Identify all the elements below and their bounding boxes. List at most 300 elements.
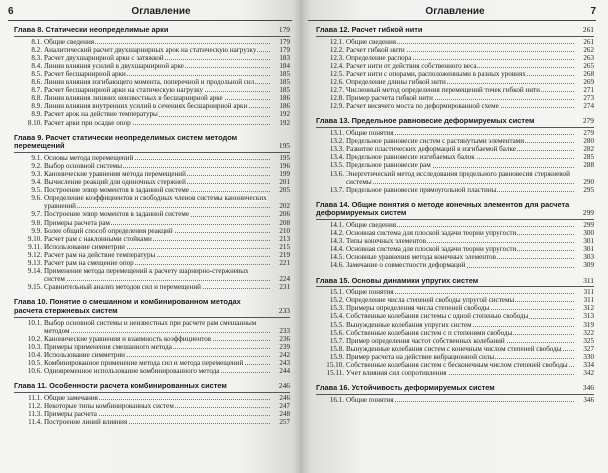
section-page-number: 261: [583, 37, 594, 46]
chapter-page-number: 179: [278, 25, 290, 34]
section-page-number: 282: [583, 145, 594, 154]
section-number: 10.5.: [27, 359, 42, 368]
section-number: 9.9.: [31, 226, 42, 235]
section-title: Расчет бесшарнирной арки на статическую нагрузку: [44, 86, 204, 95]
section-page-number: 195: [279, 153, 290, 162]
section-title: Собственные колебания систем с п степенями свободы: [346, 328, 513, 337]
table-of-contents: [316, 26, 594, 411]
section-number: 9.3.: [31, 170, 42, 178]
toc-entry[interactable]: [14, 194, 290, 210]
section-number: 14.3.: [329, 237, 344, 246]
section-title: Определение числа степеней свободы упругой системы: [346, 296, 515, 305]
section-title: Построение эпюр моментов в заданной системе: [44, 186, 190, 195]
chapter-heading[interactable]: [316, 384, 594, 395]
toc-entry[interactable]: [14, 170, 290, 178]
section-page-number: 185: [279, 86, 290, 95]
section-number: 13.1.: [329, 129, 344, 138]
section-number: 12.5.: [329, 69, 344, 78]
header-rule: [308, 20, 596, 21]
section-page-number: 246: [279, 393, 290, 402]
section-page-number: 206: [279, 210, 290, 219]
toc-entry[interactable]: [14, 418, 290, 426]
toc-entry[interactable]: [316, 94, 594, 102]
section-number: 9.13.: [27, 259, 42, 268]
section-title: Линии влияния усилий в двухшарнирной арке: [44, 61, 184, 70]
section-title: Основные уравнения метода конечных элементов: [346, 253, 496, 262]
chapter-title: Глава 9. Расчет статически неопределимых систем методом перемещений: [14, 132, 238, 151]
chapter-heading[interactable]: [14, 382, 290, 393]
section-page-number: 236: [279, 334, 290, 343]
section-number: 8.10.: [27, 118, 42, 127]
toc-entry[interactable]: [14, 102, 290, 110]
section-title: Канонические уравнения метода перемещений: [44, 170, 186, 178]
section-page-number: 219: [279, 250, 290, 259]
section-title: Пример расчета гибкой нити: [346, 94, 433, 103]
chapter-title: Глава 16. Устойчивость деформируемых систем: [316, 383, 495, 393]
section-page-number: 322: [583, 328, 594, 337]
toc-entry[interactable]: [316, 145, 594, 153]
section-number: 13.2.: [329, 137, 344, 146]
section-title: Типы конечных элементов: [346, 237, 427, 246]
section-page-number: 243: [279, 359, 290, 368]
section-title: Расчет гибкой нити: [346, 45, 405, 54]
section-page-number: 325: [583, 336, 594, 345]
toc-entry[interactable]: [14, 86, 290, 94]
toc-entry[interactable]: [316, 62, 594, 70]
toc-entry[interactable]: [316, 170, 594, 186]
section-page-number: 224: [279, 275, 290, 284]
toc-entry[interactable]: [316, 137, 594, 145]
right-page: [302, 0, 608, 473]
section-title: Примеры расчета: [44, 410, 97, 419]
section-page-number: 231: [279, 283, 290, 292]
section-page-number: 179: [279, 37, 290, 46]
section-title: Сравнительный анализ методов сил и перемещений: [44, 283, 201, 292]
section-title: Применение метода перемещений к расчету шарнирно-стержневых систем: [44, 267, 249, 284]
toc-entry[interactable]: [316, 261, 594, 269]
section-page-number: 210: [279, 226, 290, 235]
toc-entry[interactable]: [316, 237, 594, 245]
section-page-number: 244: [279, 367, 290, 376]
section-number: 8.3.: [31, 53, 42, 62]
section-page-number: 280: [583, 137, 594, 146]
section-number: 15.4.: [329, 312, 344, 321]
toc-entry[interactable]: [316, 345, 594, 353]
section-title: Вычисление реакций для одиночных стержней: [44, 178, 186, 187]
section-title: Комбинированное применение метода сил и метода перемещений: [44, 359, 244, 368]
section-page-number: 274: [583, 102, 594, 111]
section-number: 8.9.: [31, 110, 42, 119]
toc-entry[interactable]: [14, 235, 290, 243]
section-page-number: 295: [583, 185, 594, 194]
section-page-number: 312: [583, 304, 594, 313]
section-number: 8.1.: [31, 37, 42, 46]
section-page-number: 202: [279, 202, 290, 211]
section-title: Основы метода перемещений: [44, 153, 134, 162]
section-title: Предельное равновесие изгибаемых балок: [346, 153, 475, 162]
section-page-number: 346: [583, 395, 594, 404]
chapter-title: Глава 15. Основы динамики упругих систем: [316, 275, 479, 285]
toc-entry[interactable]: [14, 62, 290, 70]
toc-entry[interactable]: [14, 335, 290, 343]
toc-entry[interactable]: [14, 110, 290, 118]
toc-chapter: [14, 382, 290, 426]
section-page-number: 311: [583, 296, 594, 305]
section-page-number: 205: [279, 186, 290, 195]
chapter-heading[interactable]: [14, 26, 290, 37]
section-page-number: 183: [279, 53, 290, 62]
toc-entry[interactable]: [316, 369, 594, 377]
section-number: 15.6.: [329, 328, 344, 337]
toc-entry[interactable]: [316, 46, 594, 54]
toc-chapter: [14, 298, 290, 375]
toc-entry[interactable]: [14, 70, 290, 78]
section-number: 11.4.: [28, 418, 42, 427]
chapter-title: Глава 14. Общие понятия о методе конечных элементов для расчета деформируемых систем: [316, 199, 570, 218]
section-page-number: 248: [279, 410, 290, 419]
toc-entry[interactable]: [14, 367, 290, 375]
section-number: 16.1.: [329, 395, 344, 404]
toc-entry[interactable]: [14, 94, 290, 102]
section-page-number: 196: [279, 161, 290, 170]
section-number: 14.5.: [329, 253, 344, 262]
section-number: 15.10.: [326, 360, 344, 369]
section-title: Примеры определения числа степеней свободы: [346, 304, 490, 313]
section-number: 14.2.: [329, 229, 344, 238]
toc-entry[interactable]: [316, 221, 594, 229]
section-number: 8.6.: [31, 78, 42, 87]
section-title: Численный метод определения перемещений точек гибкой нити: [346, 86, 540, 95]
section-page-number: 299: [583, 220, 594, 229]
section-number: 15.3.: [329, 304, 344, 313]
section-title: Общие сведения: [44, 37, 95, 46]
section-page-number: 301: [583, 245, 594, 254]
toc-entry[interactable]: [14, 251, 290, 259]
toc-chapter: [316, 117, 594, 193]
section-title: Использование симметрии: [44, 242, 125, 251]
toc-entry[interactable]: [14, 119, 290, 127]
section-title: Собственные колебания систем с бесконечным числом степеней свободы: [346, 360, 568, 369]
toc-entry[interactable]: [316, 361, 594, 369]
toc-entry[interactable]: [14, 410, 290, 418]
section-number: 15.1.: [329, 288, 344, 297]
chapter-heading[interactable]: [316, 277, 594, 288]
chapter-title: Глава 12. Расчет гибкой нити: [316, 25, 423, 34]
section-number: 13.4.: [329, 153, 344, 162]
section-number: 15.9.: [329, 352, 344, 361]
section-number: 10.4.: [27, 350, 42, 359]
section-title: Расчет нити от действия собственного веса: [346, 61, 477, 70]
section-number: 9.12.: [27, 250, 42, 259]
toc-entry[interactable]: [14, 343, 290, 351]
section-page-number: 311: [583, 288, 594, 297]
section-title: Расчет рам с наклонными стойками: [44, 234, 152, 243]
chapter-page-number: 261: [582, 25, 594, 34]
chapter-page-number: 299: [582, 208, 594, 218]
chapter-page-number: 311: [583, 275, 594, 285]
chapter-title: Глава 13. Предельное равновесие деформируемых систем: [316, 116, 535, 126]
page-number: 7: [590, 6, 596, 17]
toc-entry[interactable]: [316, 161, 594, 169]
toc-entry[interactable]: [14, 154, 290, 162]
section-page-number: 273: [583, 94, 594, 103]
toc-entry[interactable]: [14, 78, 290, 86]
section-number: 11.1.: [28, 393, 42, 402]
running-title: Оглавление: [131, 6, 191, 17]
section-title: Определение коэффициентов и свободных членов системы канонических уравнений: [44, 194, 267, 211]
section-title: Определение распора: [346, 53, 412, 62]
toc-entry[interactable]: [316, 153, 594, 161]
section-title: Расчет рам на смещение опор: [44, 259, 134, 268]
toc-entry[interactable]: [316, 337, 594, 345]
chapter-heading[interactable]: [316, 117, 594, 128]
section-number: 12.6.: [329, 78, 344, 87]
chapter-title: Глава 8. Статически неопределимые арки: [14, 25, 169, 34]
toc-chapter: [316, 277, 594, 378]
section-page-number: 342: [583, 369, 594, 378]
section-title: Примеры расчета рам: [44, 218, 110, 227]
section-page-number: 303: [583, 253, 594, 262]
section-number: 8.2.: [31, 45, 42, 54]
section-number: 11.2.: [28, 401, 42, 410]
section-number: 15.11.: [326, 369, 344, 378]
section-number: 15.8.: [329, 344, 344, 353]
section-number: 10.2.: [27, 334, 42, 343]
section-number: 14.4.: [329, 245, 344, 254]
section-page-number: 262: [583, 45, 594, 54]
running-title: Оглавление: [425, 6, 485, 17]
toc-entry[interactable]: [316, 329, 594, 337]
toc-entry[interactable]: [14, 227, 290, 235]
section-title: Собственные колебания системы с одной степенью свободы: [346, 312, 529, 321]
toc-entry[interactable]: [316, 78, 594, 86]
toc-entry[interactable]: [316, 321, 594, 329]
section-page-number: 334: [583, 360, 594, 369]
toc-entry[interactable]: [316, 312, 594, 320]
section-number: 14.1.: [329, 220, 344, 229]
section-title: Предельное равновесие прямоугольной пластины: [346, 185, 497, 194]
section-page-number: 301: [583, 237, 594, 246]
section-title: Расчет арок на действие температуры: [44, 110, 158, 119]
section-page-number: 185: [279, 78, 290, 87]
section-number: 9.14.: [27, 267, 42, 276]
toc-entry[interactable]: [14, 54, 290, 62]
section-page-number: 184: [279, 61, 290, 70]
section-page-number: 185: [279, 69, 290, 78]
section-number: 9.8.: [31, 218, 42, 227]
section-page-number: 192: [279, 110, 290, 119]
section-number: 9.1.: [31, 153, 42, 162]
toc-entry[interactable]: [316, 288, 594, 296]
toc-entry[interactable]: [14, 178, 290, 186]
chapter-page-number: 246: [278, 381, 290, 391]
section-title: Основная система для плоской задачи теории упругости: [346, 229, 517, 238]
toc-entry[interactable]: [14, 210, 290, 218]
toc-chapter: [14, 26, 290, 127]
section-page-number: 199: [279, 170, 290, 178]
toc-entry[interactable]: [316, 245, 594, 253]
section-number: 9.15.: [27, 283, 42, 292]
page-number: 6: [8, 6, 14, 17]
section-page-number: 208: [279, 218, 290, 227]
section-number: 10.6.: [27, 367, 42, 376]
section-title: Канонические уравнения и взаимность коэффициентов: [44, 334, 212, 343]
toc-entry[interactable]: [316, 253, 594, 261]
section-number: 13.6.: [329, 169, 344, 178]
toc-entry[interactable]: [316, 186, 594, 194]
toc-entry[interactable]: [14, 319, 290, 335]
section-title: Общие сведения: [346, 220, 397, 229]
section-page-number: 186: [279, 94, 290, 103]
section-title: Расчет бесшарнирной арки: [44, 69, 126, 78]
running-header: [302, 4, 608, 20]
toc-entry[interactable]: [14, 259, 290, 267]
toc-entry[interactable]: [14, 38, 290, 46]
section-title: Расчет арки при осадке опор: [44, 118, 131, 127]
section-title: Примеры применения смешанного метода: [44, 342, 172, 351]
section-number: 12.3.: [329, 53, 344, 62]
toc-entry[interactable]: [316, 353, 594, 361]
section-page-number: 213: [279, 234, 290, 243]
chapter-page-number: 346: [582, 383, 594, 393]
section-page-number: 327: [583, 344, 594, 353]
toc-entry[interactable]: [316, 38, 594, 46]
section-page-number: 242: [279, 350, 290, 359]
toc-entry[interactable]: [14, 186, 290, 194]
toc-entry[interactable]: [316, 304, 594, 312]
toc-entry[interactable]: [316, 54, 594, 62]
toc-entry[interactable]: [316, 229, 594, 237]
section-number: 12.7.: [329, 86, 344, 95]
chapter-heading[interactable]: [14, 134, 290, 153]
section-page-number: 239: [279, 342, 290, 351]
chapter-page-number: 195: [278, 141, 290, 151]
section-title: Общие понятия: [346, 395, 394, 404]
section-number: 8.9.: [31, 102, 42, 111]
section-page-number: 290: [583, 177, 594, 186]
section-page-number: 330: [583, 352, 594, 361]
toc-entry[interactable]: [14, 351, 290, 359]
section-number: 10.3.: [27, 342, 42, 351]
chapter-heading[interactable]: [14, 298, 290, 317]
section-title: Общие понятия: [346, 288, 394, 297]
section-title: Замечание о совместности деформаций: [346, 261, 466, 270]
toc-entry[interactable]: [14, 46, 290, 54]
chapter-heading[interactable]: [316, 201, 594, 220]
section-page-number: 265: [583, 61, 594, 70]
section-number: 12.2.: [329, 45, 344, 54]
section-title: Учет влияния сил сопротивления: [346, 369, 447, 378]
section-title: Вынужденные колебания систем с конечным числом степеней свободы: [346, 344, 562, 353]
section-page-number: 269: [583, 78, 594, 87]
section-number: 11.3.: [28, 410, 42, 419]
section-number: 12.9.: [329, 102, 344, 111]
section-title: Общие сведения: [346, 37, 397, 46]
section-number: 9.5.: [31, 186, 42, 195]
section-page-number: 309: [583, 261, 594, 270]
toc-chapter: [316, 201, 594, 270]
header-rule: [8, 20, 292, 21]
section-title: Выбор основной системы: [44, 161, 123, 170]
toc-entry[interactable]: [14, 219, 290, 227]
left-page: [0, 0, 302, 473]
section-number: 9.7.: [31, 210, 42, 219]
toc-entry[interactable]: [14, 283, 290, 291]
section-number: 9.10.: [27, 234, 42, 243]
section-page-number: 247: [279, 401, 290, 410]
table-of-contents: [14, 26, 290, 433]
toc-entry[interactable]: [14, 267, 290, 283]
section-title: Более общий способ определения реакций: [44, 226, 173, 235]
section-title: Пример расчета на действие вибрационной силы: [346, 352, 495, 361]
section-number: 12.1.: [329, 37, 344, 46]
section-page-number: 201: [279, 178, 290, 187]
section-page-number: 279: [583, 129, 594, 138]
section-number: 15.7.: [329, 336, 344, 345]
toc-entry[interactable]: [316, 86, 594, 94]
toc-entry[interactable]: [316, 70, 594, 78]
section-page-number: 285: [583, 153, 594, 162]
toc-entry[interactable]: [14, 162, 290, 170]
section-number: 13.5.: [329, 161, 344, 170]
section-number: 12.8.: [329, 94, 344, 103]
section-number: 15.5.: [329, 320, 344, 329]
section-page-number: 215: [279, 242, 290, 251]
section-page-number: 300: [583, 229, 594, 238]
section-title: Общие понятия: [346, 129, 394, 138]
section-page-number: 263: [583, 53, 594, 62]
section-page-number: 319: [583, 320, 594, 329]
section-page-number: 192: [279, 118, 290, 127]
section-number: 8.5.: [31, 69, 42, 78]
section-title: Выбор основной системы и неизвестных при расчете рам смешанным методом: [44, 318, 257, 335]
section-title: Энергетический метод исследования предельного равновесия стержневой системы: [346, 169, 570, 186]
section-title: Некоторые типы комбинированных систем: [44, 401, 174, 410]
toc-entry[interactable]: [316, 396, 594, 404]
toc-chapter: [316, 384, 594, 404]
section-title: Общие замечания: [44, 393, 98, 402]
toc-entry[interactable]: [316, 102, 594, 110]
toc-entry[interactable]: [14, 394, 290, 402]
toc-entry[interactable]: [14, 359, 290, 367]
section-title: Расчет рам на действие температуры: [44, 250, 156, 259]
section-page-number: 313: [583, 312, 594, 321]
toc-chapter: [14, 134, 290, 292]
section-title: Расчет висячего моста по деформированной схеме: [346, 102, 499, 111]
section-page-number: 288: [583, 161, 594, 170]
section-number: 9.2.: [31, 161, 42, 170]
chapter-title: Глава 10. Понятие о смешанном и комбинированном методах расчета стержневых систем: [14, 297, 241, 315]
section-page-number: 221: [279, 259, 290, 268]
section-number: 8.7.: [31, 86, 42, 95]
section-page-number: 186: [279, 102, 290, 111]
section-number: 10.1.: [27, 318, 42, 327]
section-page-number: 271: [583, 86, 594, 95]
section-title: Основная система для плоской задачи теории упругости: [346, 245, 517, 254]
toc-entry[interactable]: [14, 402, 290, 410]
section-title: Определение длины гибкой нити: [346, 78, 446, 87]
section-title: Использование симметрии: [44, 350, 125, 359]
chapter-heading[interactable]: [316, 26, 594, 37]
section-number: 12.4.: [329, 61, 344, 70]
section-number: 15.2.: [329, 296, 344, 305]
toc-entry[interactable]: [316, 129, 594, 137]
section-number: 13.3.: [329, 145, 344, 154]
toc-entry[interactable]: [316, 296, 594, 304]
toc-entry[interactable]: [14, 243, 290, 251]
section-title: Линии влияния внутренних усилий в сечениях бесшарнирной арки: [44, 102, 248, 111]
section-number: 14.6.: [329, 261, 344, 270]
